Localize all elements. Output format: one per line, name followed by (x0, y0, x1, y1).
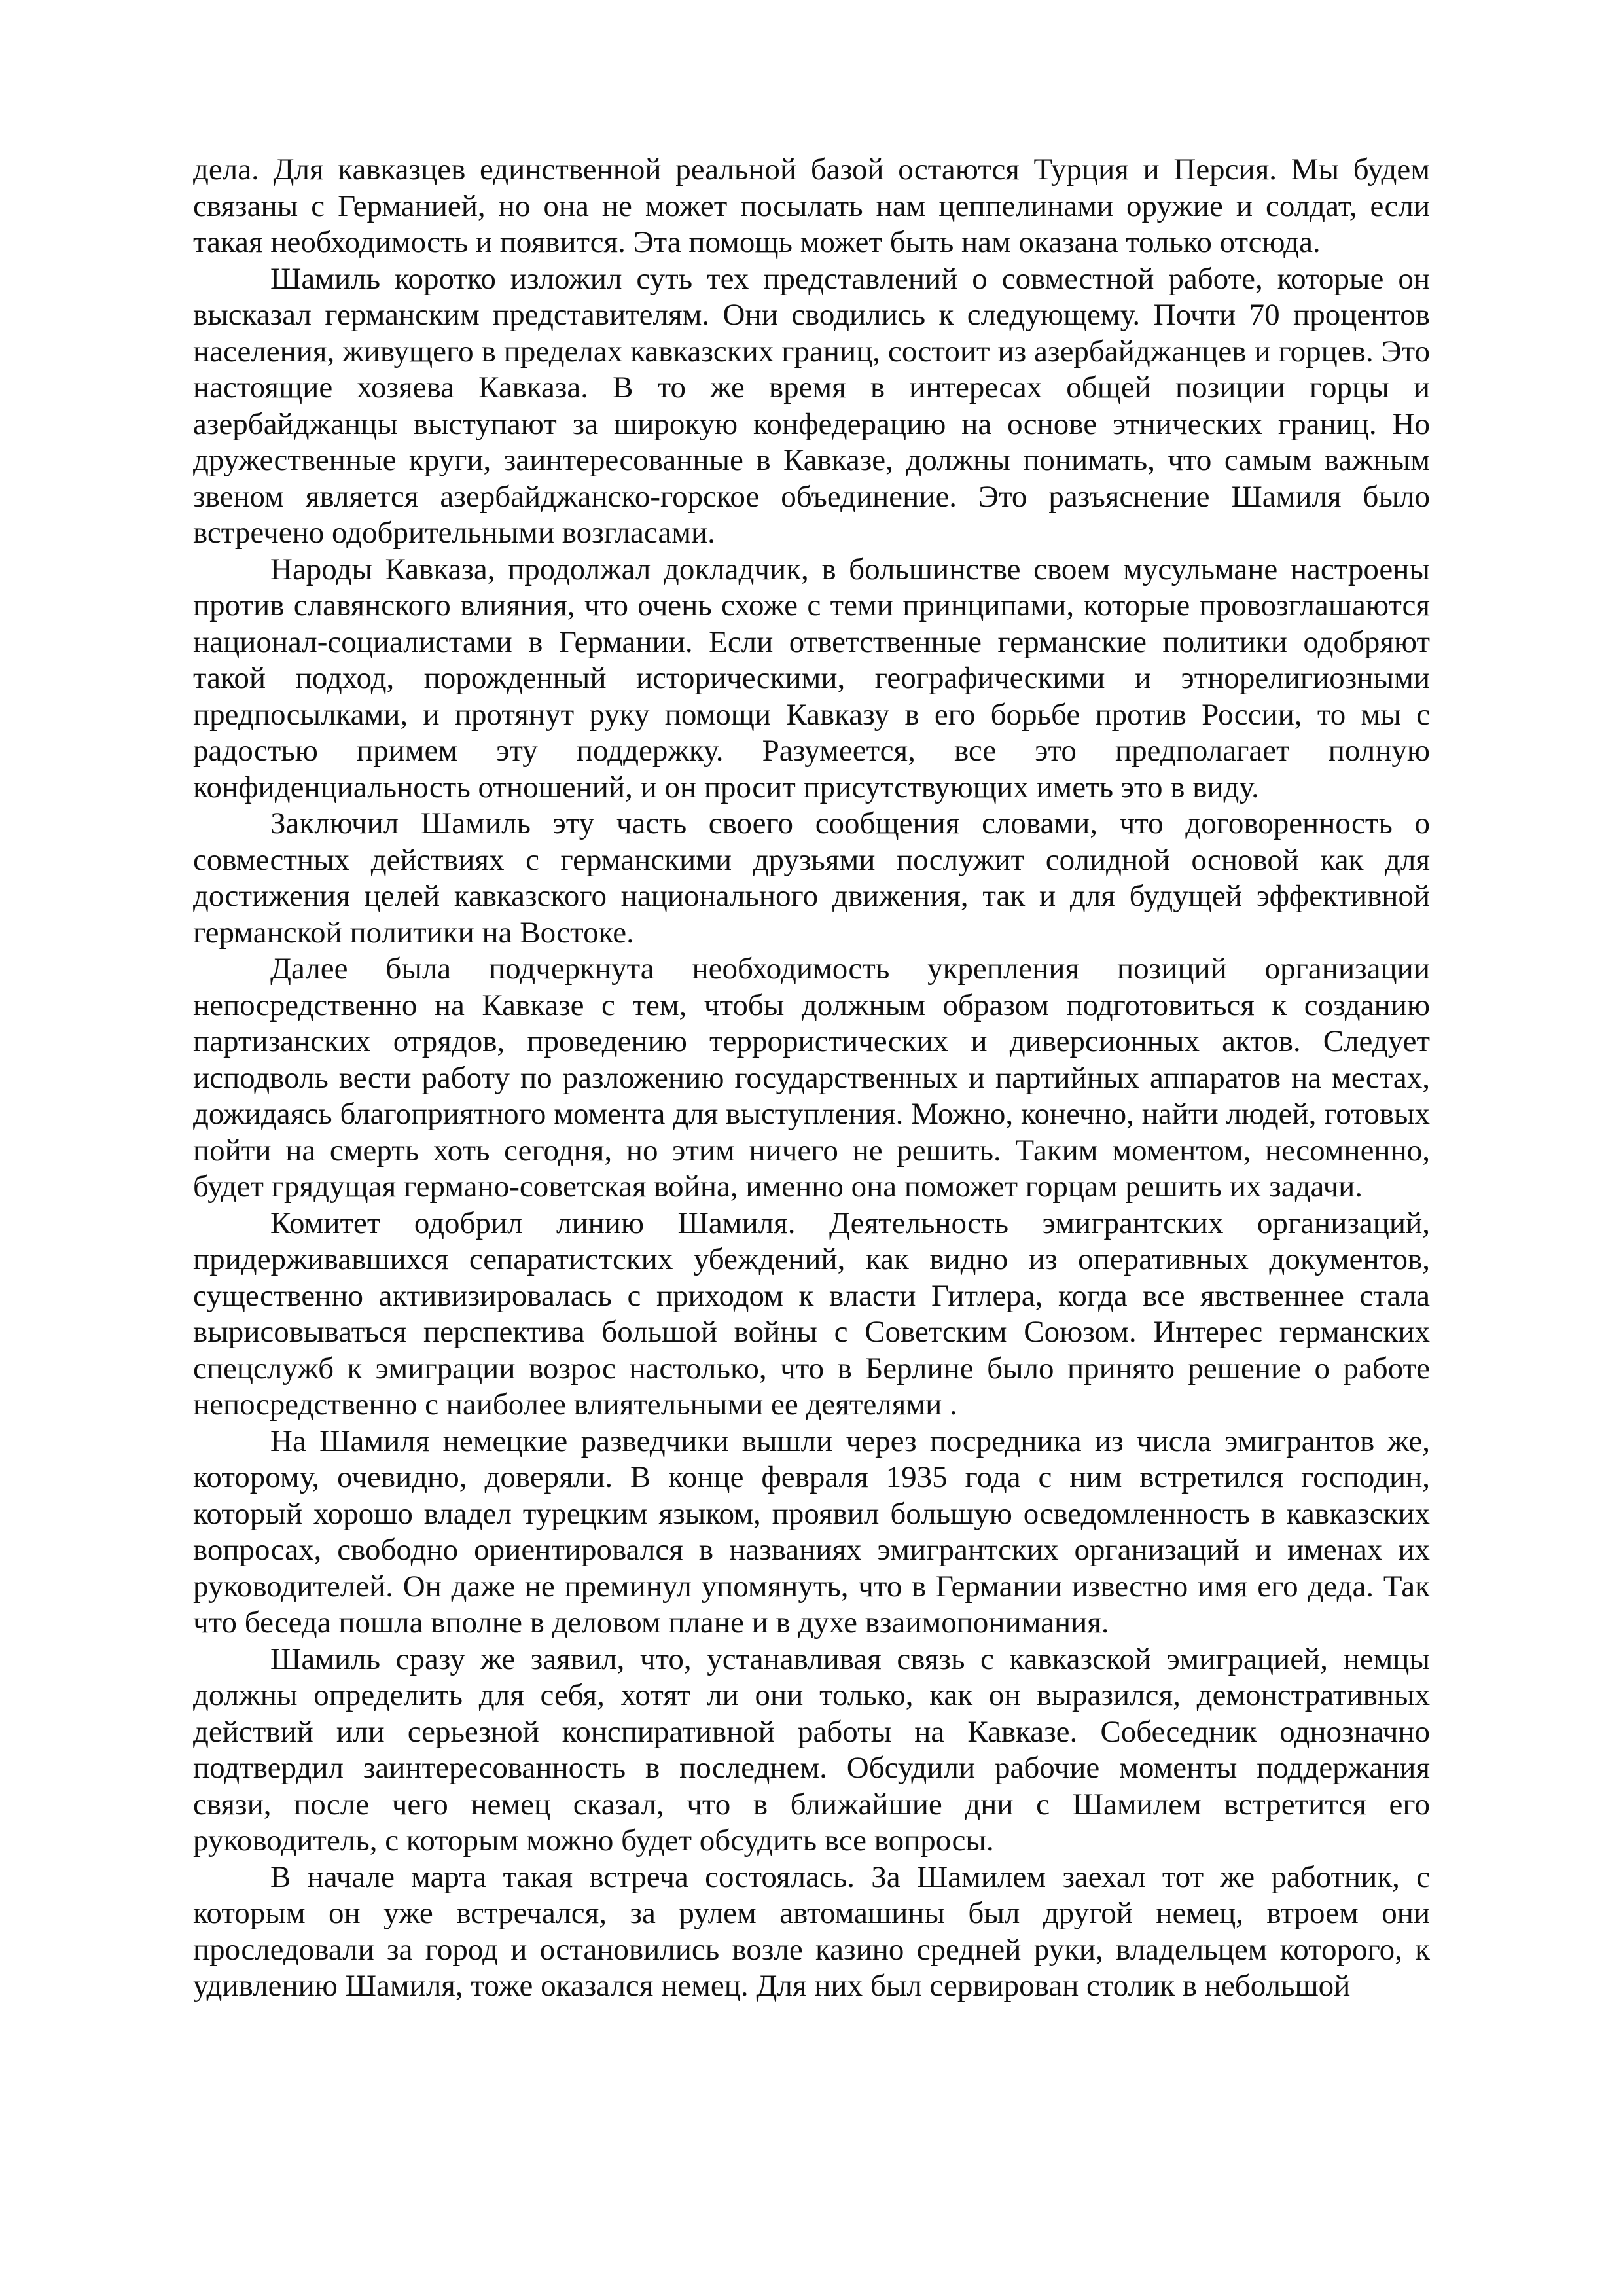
paragraph-5: Далее была подчеркнута необходимость укрепления позиций организации непосредственно на Кавказе с тем, чтобы должным образом подготовиться к созданию партизанских отрядов, проведению террористических и диверсионных актов. Следует исподволь вести работу по разложению государственных и партийных аппаратов на местах, дожидаясь благоприятного момента для выступления. Можно, конечно, найти людей, готовых пойти на смерть хоть сегодня, но этим ничего не решить. Таким моментом, несомненно, будет грядущая германо-советская война, именно она поможет горцам решить их задачи. (193, 952, 1430, 1204)
paragraph-3: Народы Кавказа, продолжал докладчик, в большинстве своем мусульмане настроены против славянского влияния, что очень схоже с теми принципами, которые провозглашаются национал-социалистами в Германии. Если ответственные германские политики одобряют такой подход, порожденный историческими, географическими и этнорелигиозными предпосылками, и протянут руку помощи Кавказу в его борьбе против России, то мы с радостью примем эту поддержку. Разумеется, все это предполагает полную конфиденциальность отношений, и он просит присутствующих иметь это в виду. (193, 552, 1430, 804)
paragraph-7: На Шамиля немецкие разведчики вышли через посредника из числа эмигрантов же, которому, очевидно, доверяли. В конце февраля 1935 года с ним встретился господин, который хорошо владел турецким языком, проявил большую осведомленность в кавказских вопросах, свободно ориентировался в названиях эмигрантских организаций и именах их руководителей. Он даже не преминул упомянуть, что в Германии известно имя его деда. Так что беседа пошла вполне в деловом плане и в духе взаимопонимания. (193, 1424, 1430, 1640)
paragraph-2: Шамиль коротко изложил суть тех представлений о совместной работе, которые он высказал германским представителям. Они сводились к следующему. Почти 70 процентов населения, живущего в пределах кавказских границ, состоит из азербайджанцев и горцев. Это настоящие хозяева Кавказа. В то же время в интересах общей позиции горцы и азербайджанцы выступают за широкую конфедерацию на основе этнических границ. Но дружественные круги, заинтересованные в Кавказе, должны понимать, что самым важным звеном является азербайджанско-горское объединение. Это разъяснение Шамиля было встречено одобрительными возгласами. (193, 261, 1430, 550)
paragraph-8: Шамиль сразу же заявил, что, устанавливая связь с кавказской эмиграцией, немцы должны определить для себя, хотят ли они только, как он выразился, демонстративных действий или серьезной конспиративной работы на Кавказе. Собеседник однозначно подтвердил заинтересованность в последнем. Обсудили рабочие моменты поддержания связи, после чего немец сказал, что в ближайшие дни с Шамилем встретится его руководитель, с которым можно будет обсудить все вопросы. (193, 1641, 1430, 1857)
paragraph-1: дела. Для кавказцев единственной реальной базой остаются Турция и Персия. Мы будем связаны с Германией, но она не может посылать нам цеппелинами оружие и солдат, если такая необходимость и появится. Эта помощь может быть нам оказана только отсюда. (193, 152, 1430, 259)
paragraph-4: Заключил Шамиль эту часть своего сообщения словами, что договоренность о совместных действиях с германскими друзьями послужит солидной основой как для достижения целей кавказского национального движения, так и для будущей эффективной германской политики на Востоке. (193, 806, 1430, 950)
document-page (193, 152, 1430, 2005)
paragraph-6: Комитет одобрил линию Шамиля. Деятельность эмигрантских организаций, придерживавшихся сепаратистских убеждений, как видно из оперативных документов, существенно активизировалась с приходом к власти Гитлера, когда все явственнее стала вырисовываться перспектива большой войны с Советским Союзом. Интерес германских спецслужб к эмиграции возрос настолько, что в Берлине было принято решение о работе непосредственно с наиболее влиятельными ее деятелями . (193, 1206, 1430, 1422)
paragraph-9: В начале марта такая встреча состоялась. За Шамилем заехал тот же работник, с которым он уже встречался, за рулем автомашины был другой немец, втроем они проследовали за город и остановились возле казино средней руки, владельцем которого, к удивлению Шамиля, тоже оказался немец. Для них был сервирован столик в небольшой (193, 1859, 1430, 2003)
